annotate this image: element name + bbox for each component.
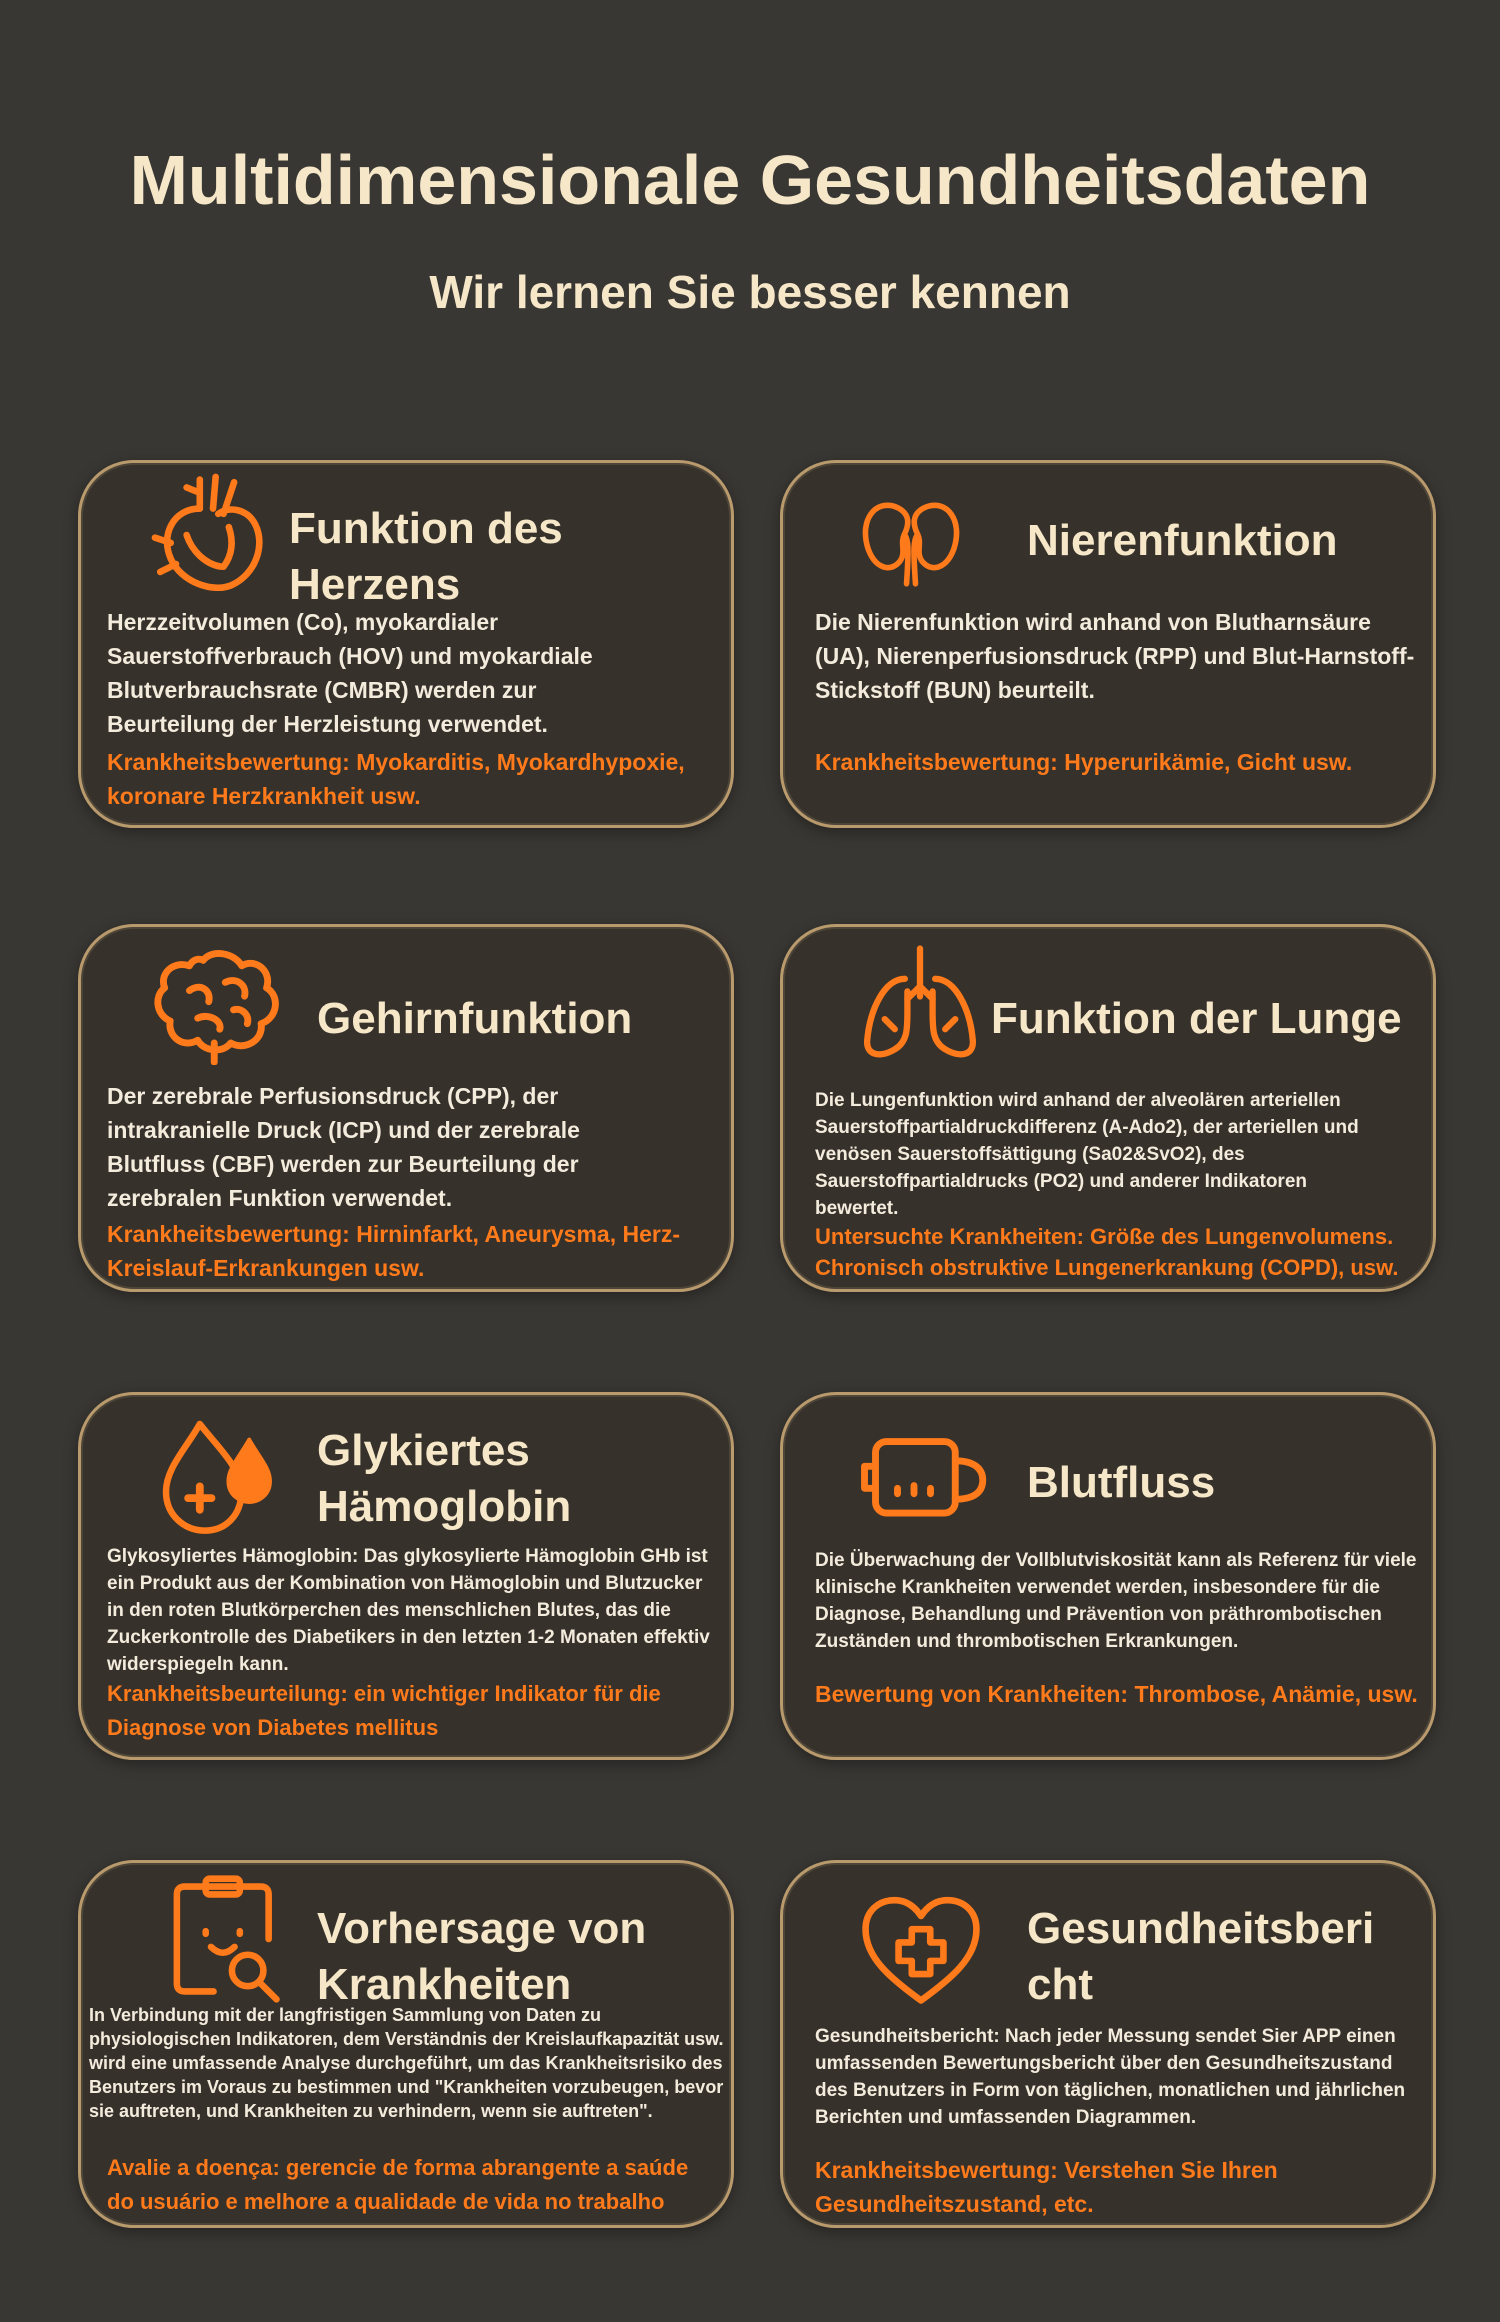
page-title: Multidimensionale Gesundheitsdaten — [129, 141, 1371, 219]
card-title: Nierenfunktion — [1027, 516, 1338, 565]
card-title: Funktion des Herzens — [289, 504, 563, 609]
card-title: Gehirnfunktion — [317, 994, 633, 1043]
heart-cross-icon — [855, 1889, 987, 2009]
card-description: Der zerebrale Perfusionsdruck (CPP), der intrakranielle Druck (ICP) und der zerebrale Blutfluss (CBF) werden zur Beurteilung der zerebralen Funktion verwendet. — [107, 1083, 580, 1211]
card-assessment: Krankheitsbewertung: Hirninfarkt, Aneurysma, Herz-Kreislauf-Erkrankungen usw. — [107, 1221, 680, 1281]
card-assessment: Krankheitsbewertung: Hyperurikämie, Gicht usw. — [815, 749, 1353, 775]
card-title: Blutfluss — [1027, 1458, 1216, 1507]
heart-organ-icon — [147, 469, 279, 601]
card-title: Funktion der Lunge — [991, 994, 1402, 1043]
kidneys-icon — [855, 483, 967, 595]
brain-icon — [147, 941, 287, 1065]
card-disease-prediction — [78, 1860, 734, 2228]
card-glycated-hemoglobin — [78, 1392, 734, 1760]
card-assessment: Krankheitsbewertung: Verstehen Sie Ihren Gesundheitszustand, etc. — [815, 2157, 1278, 2217]
card-assessment: Avalie a doença: gerencie de forma abrangente a saúde do usuário e melhore a qualidade de vida no trabalho — [107, 2155, 689, 2214]
card-description: Herzzeitvolumen (Co), myokardialer Sauerstoffverbrauch (HOV) und myokardiale Blutverbrauchsrate (CMBR) werden zur Beurteilung der Herzleistung verwendet. — [107, 609, 593, 737]
blood-drop-plus-icon — [153, 1411, 283, 1541]
card-blood-flow — [780, 1392, 1436, 1760]
card-assessment: Krankheitsbewertung: Myokarditis, Myokardhypoxie, koronare Herzkrankheit usw. — [107, 749, 685, 809]
card-title: Glykiertes Hämoglobin — [317, 1426, 572, 1531]
blood-flow-monitor-icon — [855, 1425, 995, 1535]
card-brain-function — [78, 924, 734, 1292]
card-title: Vorhersage von Krankheiten — [317, 1904, 647, 2009]
card-description: Gesundheitsbericht: Nach jeder Messung sendet Sier APP einen umfassenden Bewertungsbericht über den Gesundheitszustand des Benutzers in Form von täglichen, monatlichen und jährlichen Berichten und umfassenden Diagrammen. — [815, 2026, 1406, 2128]
card-description: Die Überwachung der Vollblutviskosität kann als Referenz für viele klinische Krankheiten verwendet werden, insbesondere für die Diagnose, Behandlung und Prävention von präthrombotischen Zuständen und thrombotischen Erkrankungen. — [815, 1550, 1417, 1652]
card-health-report — [780, 1860, 1436, 2228]
clipboard-search-icon — [169, 1873, 287, 2005]
card-description: Glykosyliertes Hämoglobin: Das glykosylierte Hämoglobin GHb ist ein Produkt aus der Kombination von Hämoglobin und Blutzucker in den roten Blutkörperchen des menschlichen Blutes, das die Zuckerkontrolle des Diabetikers in den letzten 1-2 Monaten effektiv widerspiegeln kann. — [107, 1546, 710, 1675]
card-lung-function — [780, 924, 1436, 1292]
card-assessment: Krankheitsbeurteilung: ein wichtiger Indikator für die Diagnose von Diabetes mellitus — [107, 1681, 661, 1740]
card-description: Die Lungenfunktion wird anhand der alveolären arteriellen Sauerstoffpartialdruckdifferenz (A-Ado2), der arteriellen und venösen Sauerstoffsättigung (Sa02&SvO2), des Sauerstoffpartialdrucks (PO2) und anderer Indikatoren bewertet. — [815, 1090, 1359, 1219]
card-assessment: Bewertung von Krankheiten: Thrombose, Anämie, usw. — [815, 1681, 1418, 1707]
card-assessment: Untersuchte Krankheiten: Größe des Lungenvolumens. Chronisch obstruktive Lungenerkrankung (COPD), usw. — [815, 1224, 1399, 1280]
page-subtitle: Wir lernen Sie besser kennen — [429, 266, 1071, 318]
card-description: In Verbindung mit der langfristigen Sammlung von Daten zu physiologischen Indikatoren, dem Verständnis der Kreislaufkapazität usw. wird eine umfassende Analyse durchgeführt, um das Krankheitsrisiko des Benutzers im Voraus zu bestimmen und "Krankheiten vorzubeugen, bevor sie auftreten, und Krankheiten zu verhindern, wenn sie auftreten". — [89, 2005, 724, 2121]
card-kidney-function — [780, 460, 1436, 828]
card-heart-function — [78, 460, 734, 828]
card-description: Die Nierenfunktion wird anhand von Blutharnsäure (UA), Nierenperfusionsdruck (RPP) und Blut-Harnstoff-Stickstoff (BUN) beurteilt. — [815, 609, 1415, 703]
card-title: Gesundheitsbericht — [1027, 1904, 1375, 2009]
lungs-icon — [857, 941, 983, 1067]
